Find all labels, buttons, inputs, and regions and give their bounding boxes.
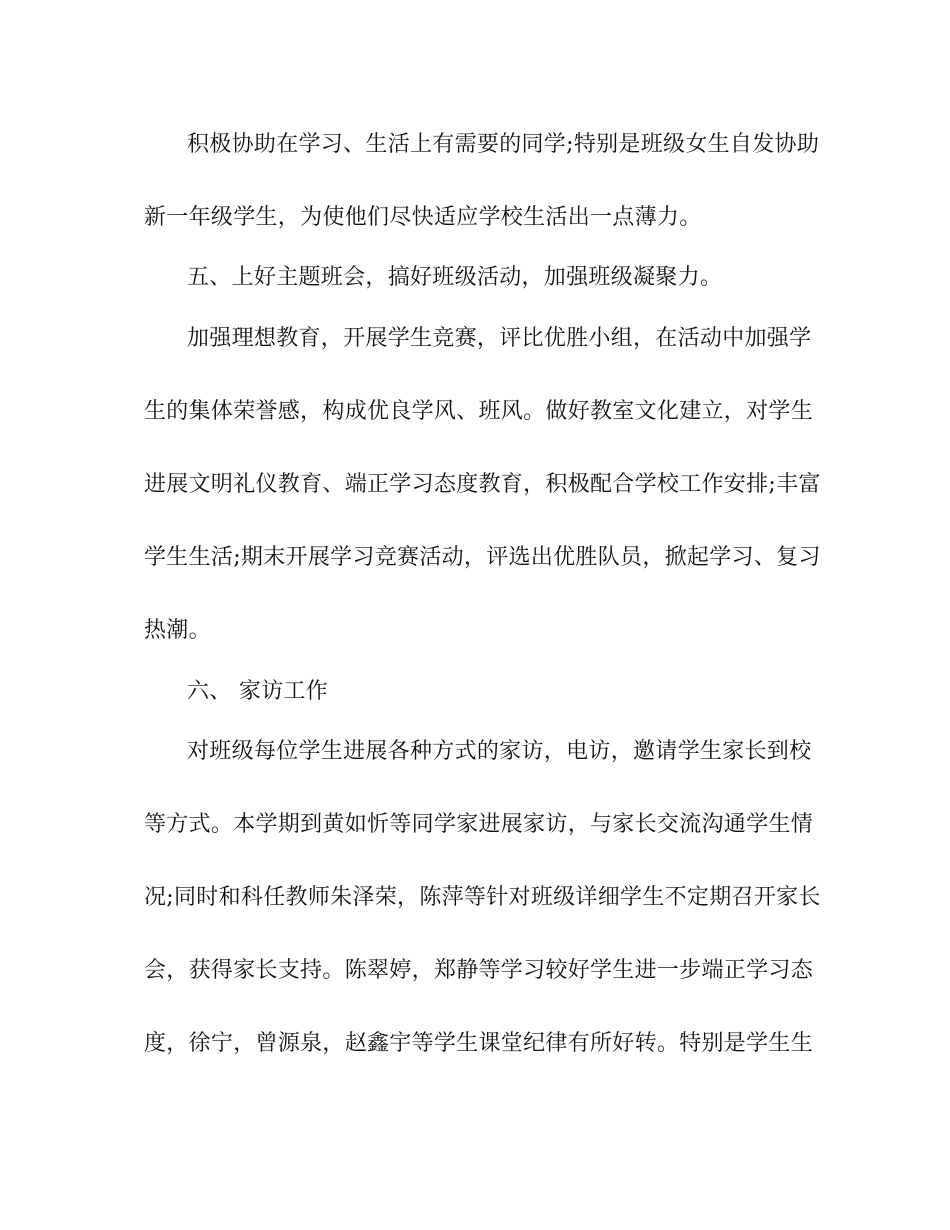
paragraph-line-12: 度，徐宁，曾源泉，赵鑫宇等学生课堂纪律有所好转。特别是学生生	[144, 1031, 814, 1056]
section-heading-6: 六、 家访工作	[187, 679, 329, 704]
paragraph-line-6: 学生生活;期末开展学习竞赛活动，评选出优胜队员，掀起学习、复习	[144, 545, 821, 570]
paragraph-line-4: 生的集体荣誉感，构成优良学风、班风。做好教室文化建立，对学生	[144, 399, 814, 424]
paragraph-line-2: 新一年级学生，为使他们尽快适应学校生活出一点薄力。	[144, 205, 702, 230]
paragraph-line-11: 会，获得家长支持。陈翠婷，郑静等学习较好学生进一步端正学习态	[144, 958, 814, 983]
paragraph-line-9: 等方式。本学期到黄如忻等同学家进展家访，与家长交流沟通学生情	[144, 812, 814, 837]
paragraph-line-7: 热潮。	[144, 618, 211, 643]
paragraph-line-10: 况;同时和科任教师朱泽荣，陈萍等针对班级详细学生不定期召开家长	[144, 885, 821, 910]
paragraph-line-1: 积极协助在学习、生活上有需要的同学;特别是班级女生自发协助	[187, 132, 820, 157]
paragraph-line-3: 加强理想教育，开展学生竞赛，评比优胜小组，在活动中加强学	[187, 326, 812, 351]
paragraph-line-5: 进展文明礼仪教育、端正学习态度教育，积极配合学校工作安排;丰富	[144, 472, 821, 497]
paragraph-line-8: 对班级每位学生进展各种方式的家访，电访，邀请学生家长到校	[187, 739, 812, 764]
section-heading-5: 五、上好主题班会，搞好班级活动，加强班级凝聚力。	[187, 265, 723, 290]
